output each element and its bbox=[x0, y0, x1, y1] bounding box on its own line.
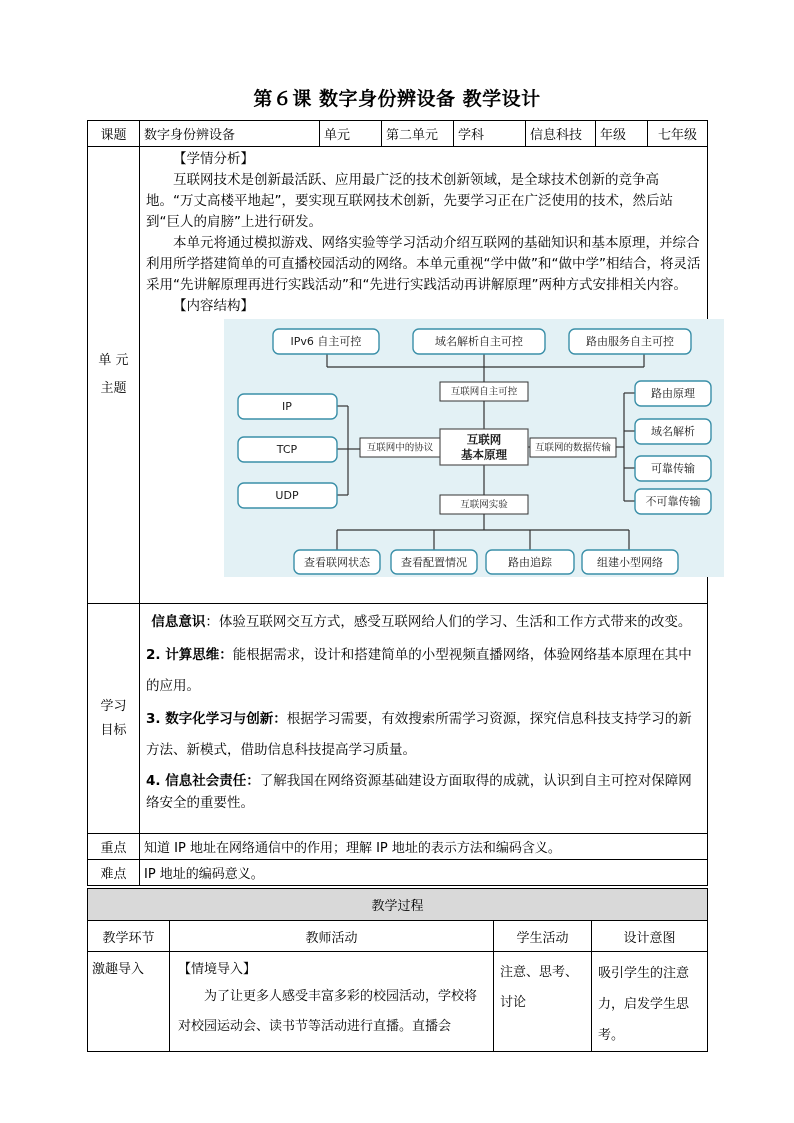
key-point-label: 重点 bbox=[88, 834, 140, 860]
bottom-node-4: 组建小型网络 bbox=[597, 556, 663, 569]
goal-3-text: 根据学习需要，有效搜索所需学习资源，探究信息科技支持学习的新方法、新模式，借助信息科技提高学习质量。 bbox=[146, 711, 692, 758]
teaching-process-table bbox=[87, 888, 708, 1052]
subject-value: 信息科技 bbox=[526, 121, 596, 147]
unit-theme-label: 单 元 主题 bbox=[88, 147, 140, 604]
key-point-text: 知道 IP 地址在网络通信中的作用；理解 IP 地址的表示方法和编码含义。 bbox=[140, 834, 708, 860]
stage-cell: 激趣导入 bbox=[88, 952, 170, 1052]
bottom-node-3: 路由追踪 bbox=[508, 556, 552, 569]
goal-3-title: 3. 数字化学习与创新： bbox=[146, 711, 287, 727]
difficulty-text: IP 地址的编码意义。 bbox=[140, 860, 708, 886]
process-header: 教学过程 bbox=[88, 889, 708, 921]
topic-value: 数字身份辨设备 bbox=[140, 121, 320, 147]
col-stage: 教学环节 bbox=[88, 921, 170, 952]
left-node-3: UDP bbox=[275, 489, 299, 502]
unit-label: 单元 bbox=[320, 121, 382, 147]
goal-2 bbox=[146, 640, 703, 702]
goal-4-text: 了解我国在网络资源基础建设方面取得的成就，认识到自主可控对保障网络安全的重要性。 bbox=[146, 773, 692, 811]
lesson-info-table bbox=[87, 120, 708, 886]
left-hub: 互联网中的协议 bbox=[366, 442, 434, 454]
right-hub: 互联网的数据传输 bbox=[534, 442, 612, 454]
right-node-2: 域名解析 bbox=[651, 425, 695, 438]
goals-cell bbox=[140, 604, 708, 834]
left-node-1: IP bbox=[282, 400, 292, 413]
student-activity-cell: 注意、思考、讨论 bbox=[494, 952, 592, 1052]
top-hub: 互联网自主可控 bbox=[450, 386, 518, 398]
goals-label: 学习 目标 bbox=[88, 604, 140, 834]
top-node-1: IPv6 自主可控 bbox=[290, 335, 362, 348]
teacher-text: 为了让更多人感受丰富多彩的校园活动，学校将对校园运动会、读书节等活动进行直播。直播会 bbox=[178, 989, 478, 1034]
analysis-tag: 【学情分析】 bbox=[173, 151, 254, 167]
right-node-3: 可靠传输 bbox=[651, 462, 695, 475]
design-intent-cell: 吸引学生的注意力，启发学生思考。 bbox=[592, 952, 708, 1052]
col-student: 学生活动 bbox=[494, 921, 592, 952]
goal-2-text: 能根据需求，设计和搭建简单的小型视频直播网络，体验网络基本原理在其中的应用。 bbox=[146, 647, 692, 694]
bottom-node-2: 查看配置情况 bbox=[401, 556, 467, 569]
top-node-3: 路由服务自主可控 bbox=[586, 335, 674, 348]
analysis-para-1: 互联网技术是创新最活跃、应用最广泛的技术创新领域，是全球技术创新的竞争高地。“万丈高楼平地起”，要实现互联网技术创新，先要学习正在广泛使用的技术，然后站到“巨人的肩膀”上进行研发。 bbox=[146, 172, 673, 230]
page-title: 第６课 数字身份辨设备 教学设计 bbox=[253, 88, 541, 110]
teacher-activity-cell bbox=[170, 952, 494, 1052]
goal-2-title: 2. 计算思维： bbox=[146, 647, 233, 663]
grade-value: 七年级 bbox=[648, 121, 708, 147]
goal-1-text: ：体验互联网交互方式，感受互联网给人们的学习、生活和工作方式带来的改变。 bbox=[205, 614, 692, 630]
goal-3 bbox=[146, 704, 703, 766]
analysis-para-2: 本单元将通过模拟游戏、网络实验等学习活动介绍互联网的基础知识和基本原理，并综合利用所学搭建简单的可直播校园活动的网络。本单元重视“学中做”和“做中学”相结合，将灵活采用“先讲解原理再进行实践活动”和“先进行实践活动再讲解原理”两种方式安排相关内容。 bbox=[146, 235, 701, 293]
col-teacher: 教师活动 bbox=[170, 921, 494, 952]
topic-label: 课题 bbox=[88, 121, 140, 147]
unit-theme-cell bbox=[140, 147, 708, 604]
col-intent: 设计意图 bbox=[592, 921, 708, 952]
goal-1 bbox=[146, 607, 703, 638]
center-node-line-1: 互联网 bbox=[466, 432, 502, 447]
center-node-line-2: 基本原理 bbox=[461, 447, 507, 462]
bottom-node-1: 查看联网状态 bbox=[304, 556, 370, 569]
right-node-1: 路由原理 bbox=[651, 387, 695, 400]
teacher-tag: 【情境导入】 bbox=[178, 962, 257, 977]
bottom-hub: 互联网实验 bbox=[460, 499, 508, 511]
goal-1-title: 信息意识 bbox=[151, 614, 206, 630]
unit-value: 第二单元 bbox=[382, 121, 454, 147]
top-node-2: 域名解析自主可控 bbox=[435, 335, 523, 348]
goal-4-title: 4. 信息社会责任： bbox=[146, 773, 260, 789]
goal-4 bbox=[146, 770, 703, 814]
left-node-2: TCP bbox=[276, 443, 298, 456]
grade-label: 年级 bbox=[596, 121, 648, 147]
content-structure-diagram bbox=[224, 319, 724, 577]
difficulty-label: 难点 bbox=[88, 860, 140, 886]
subject-label: 学科 bbox=[454, 121, 526, 147]
structure-tag: 【内容结构】 bbox=[173, 298, 254, 314]
right-node-4: 不可靠传输 bbox=[645, 495, 701, 508]
